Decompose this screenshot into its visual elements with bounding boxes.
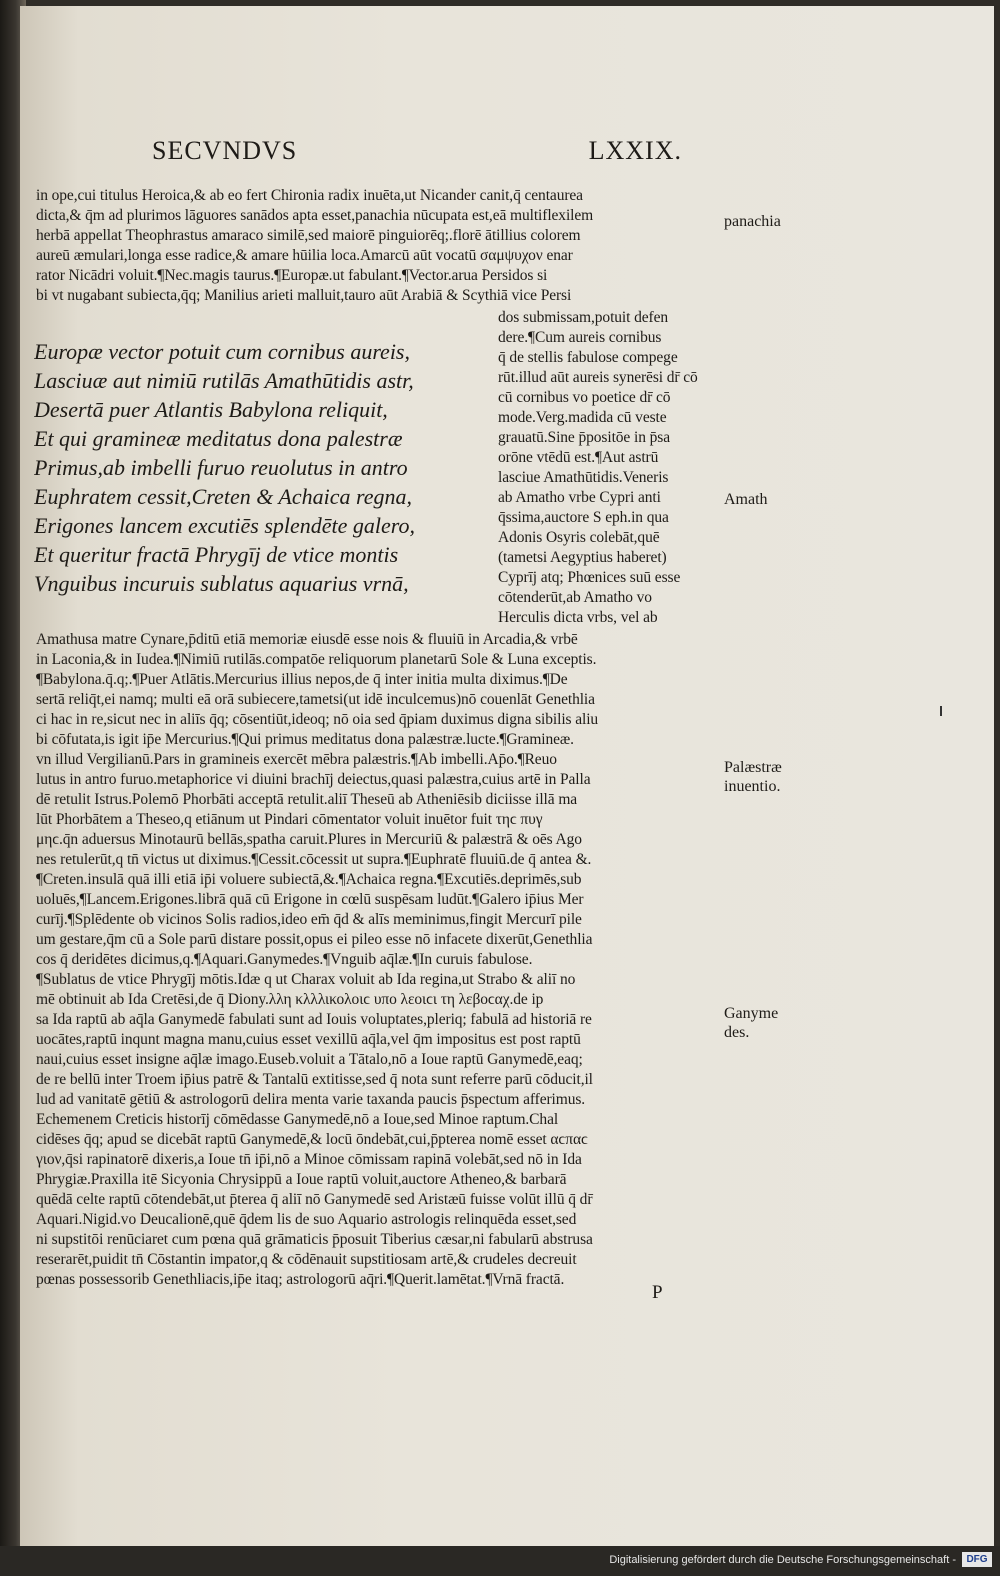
text-line: bi cōfutata,is igit ip̄e Mercurius.¶Qui primus meditatus dona palæstræ.lucte.¶Gramineæ.	[36, 731, 574, 748]
text-line: cos q̄ deridētes dicimus,q.¶Aquari.Ganymedes.¶Vnguib aq̄læ.¶In curuis fabulose.	[36, 951, 533, 968]
text-line: Aquari.Nigid.vo Deucalionē,quē q̄dem lis de suo Aquario astrologis relinquēda esset,sed	[36, 1211, 577, 1228]
text-line: sertā reliq̄t,ei namq; multi eā orā subiecere,tametsi(ut idē inculcemus)nō couenlāt Genethlia	[36, 691, 595, 708]
column-line: ab Amatho vrbe Cypri anti	[498, 489, 661, 506]
text-line: reserarēt,puidit tn̄ Cōstantin impator,q & cōdēnauit supstitiosam artē,& crudeles decreuit	[36, 1251, 577, 1268]
text-line: μηϲ.q̄n aduersus Minotaurū bellās,spatha caruit.Plures in Mercuriū & palæstrā & oēs Ago	[36, 831, 582, 848]
text-line: pœnas possessorib Genethliacis,ip̄e itaq; astrologorū aq̄ri.¶Querit.lamētat.¶Vrnā fractā.	[36, 1271, 565, 1288]
verse-line: Euphratem cessit,Creten & Achaica regna,	[34, 484, 413, 509]
text-line: naui,cuius esset insigne aq̄læ imago.Euseb.voluit a Tātalo,nō a Ioue raptū Ganymedē,eaq;	[36, 1051, 583, 1068]
margin-note-ganymedes	[724, 1004, 814, 1042]
text-line: herbā appellat Theophrastus amaraco similē,sed maiorē pinguiorēq;.florē ātillius colorem	[36, 227, 581, 244]
running-head-left: SECVNDVS	[152, 136, 298, 165]
margin-note-text: inuentio.	[724, 778, 781, 795]
text-line: mē obtinuit ab Ida Cretēsi,de q̄ Diony.λλη κλλλικολοιϲ υπο λεοιϲι τη λεβοϲαχ.de ip	[36, 991, 544, 1008]
margin-note-text: Ganyme	[724, 1005, 779, 1022]
text-line: vn illud Vergilianū.Pars in gramineis exercēt mēbra palæstris.¶Ab imbelli.Ap̄o.¶Reuo	[36, 751, 557, 768]
text-line: ¶Creten.insulā quā illi etiā ip̄i voluere subiectā,&.¶Achaica regna.¶Excutiēs.deprimēs,sub	[36, 871, 582, 888]
verse-line: Erigones lancem excutiēs splendēte galero,	[34, 513, 416, 538]
text-line: cidēses q̄q; apud se dicebāt raptū Ganymedē,& locū ōndebāt,cui,p̄pterea nomē esset αϲπαϲ	[36, 1131, 588, 1148]
dfg-logo-icon[interactable]: DFG	[962, 1552, 992, 1567]
verse-line: Vnguibus incuruis sublatus aquarius vrnā,	[34, 571, 409, 596]
text-line: ¶Babylona.q̄.q;.¶Puer Atlātis.Mercurius illius nepos,de q̄ inter initia multa diximus.¶De	[36, 671, 568, 688]
text-line: de re bellū inter Troem ip̄ius patrē & Tantalū extitisse,sed q̄ nota sunt referre parū cōducit,il	[36, 1071, 593, 1088]
column-line: Herculis dicta vrbs, vel ab	[498, 609, 658, 626]
text-line: quēdā celte raptū cōtendebāt,ut p̄terea q̄ aliī nō Ganymedē sed Aristæū fuisse volūt illū q̄ dr̄	[36, 1191, 593, 1208]
text-line: um gestare,q̄m cū a Sole parū distare possit,opus ei pileo esse nō infacete dixerūt,Genethlia	[36, 931, 593, 948]
column-line: cū cornibus vo poetice dr̄ cō	[498, 389, 671, 406]
verse-line: Primus,ab imbelli furuo reuolutus in antro	[34, 455, 408, 480]
text-line: nes retulerūt,q tn̄ victus ut diximus.¶Cessit.cōcessit ut supra.¶Euphratē fluuiū.de q̄ antea &.	[36, 851, 592, 868]
column-line: (tametsi Aegyptius haberet)	[498, 549, 667, 566]
viewer-footer	[0, 1546, 1000, 1576]
text-line: ni supstitōi renūciaret cum pœna quā grāmaticis p̄posuit Tiberius cæsar,ni fabularū abstrusa	[36, 1231, 593, 1248]
column-line: lasciue Amathūtidis.Veneris	[498, 469, 669, 486]
ink-speck	[940, 706, 942, 716]
text-line: dē retulit Istrus.Polemō Phorbāti acceptā retulit.aliī Theseū ab Atheniēsib diciisse illā ma	[36, 791, 578, 808]
running-head	[152, 136, 682, 166]
column-line: mode.Verg.madida cū veste	[498, 409, 667, 426]
text-line: Amathusa matre Cynare,p̄ditū etiā memoriæ eiusdē esse nois & fluuiū in Arcadia,& vrbē	[36, 631, 578, 648]
margin-note-text: Palæstræ	[724, 759, 782, 776]
column-line: Adonis Osyris colebāt,quē	[498, 529, 660, 546]
text-line: bi vt nugabant subiecta,q̄q; Manilius arieti malluit,tauro aūt Arabiā & Scythiā vice Persi	[36, 287, 572, 304]
column-line: cōtenderūt,ab Amatho vo	[498, 589, 652, 606]
margin-note-text: des.	[724, 1024, 750, 1041]
signature-mark: P	[652, 1282, 663, 1303]
column-line: dere.¶Cum aureis cornibus	[498, 329, 662, 346]
verse-line: Et qui gramineæ meditatus dona palestræ	[34, 426, 403, 451]
column-line: rūt.illud aūt aureis synerēsi dr̄ cō	[498, 369, 698, 386]
text-line: uocātes,raptū inqunt magna manu,cuius esset vexillū aq̄la,vel q̄m impositus est post raptū	[36, 1031, 581, 1048]
column-line: orōne vtēdū est.¶Aut astrū	[498, 449, 659, 466]
column-line: grauatū.Sine p̄positōe in p̄sa	[498, 429, 670, 446]
folio-number: LXXIX.	[588, 136, 682, 165]
verse-line: Desertā puer Atlantis Babylona reliquit,	[34, 397, 388, 422]
text-line: Phrygiæ.Praxilla itē Sicyonia Chrysippū a Ioue raptū voluit,auctore Atheneo,& barbarā	[36, 1171, 567, 1188]
text-line: sa Ida raptū ab aq̄la Ganymedē fabulati sunt ad Iouis voluptates,pleriq; fabulā ad historiā re	[36, 1011, 592, 1028]
margin-note-amath	[724, 490, 814, 509]
text-line: Echemenem Creticis historīj cōmēdasse Ganymedē,nō a Ioue,sed Minoe raptum.Chal	[36, 1111, 559, 1128]
verse-line: Lasciuæ aut nimiū rutilās Amathūtidis astr,	[34, 368, 414, 393]
text-line: lud ad vanitatē gētiū & astrologorū delira menta varie taxanda paucis p̄spectum afferimus.	[36, 1091, 586, 1108]
text-line: dicta,& q̄m ad plurimos lāguores sanādos apta esset,panachia nūcupata est,eā multiflexilem	[36, 207, 594, 224]
text-line: curīj.¶Splēdente ob vicinos Solis radios,ideo em̄ q̄d & alīs meminimus,fingit Mercurī pile	[36, 911, 582, 928]
text-line: in ope,cui titulus Heroica,& ab eo fert Chironia radix inuēta,ut Nicander canit,q̄ centaurea	[36, 187, 583, 204]
margin-note-text: panachia	[724, 213, 781, 230]
funding-notice: Digitalisierung gefördert durch die Deutsche Forschungsgemeinschaft -	[609, 1554, 956, 1566]
column-line: q̄ssima,auctore S eph.in qua	[498, 509, 669, 526]
column-line: Cyprīj atq; Phœnices suū esse	[498, 569, 681, 586]
book-page	[20, 6, 994, 1546]
text-line: aureū æmulari,longa esse radice,& amare hūilia loca.Amarcū aūt vocatū σαμψυχον enar	[36, 247, 573, 264]
text-line: ci hac in re,sicut nec in aliīs q̄q; cōsentiūt,ideoq; nō oia sed q̄piam duximus digna sibilis aliu	[36, 711, 599, 728]
margin-note-panachia	[724, 212, 814, 231]
text-line: in Laconia,& in Iudea.¶Nimiū rutilās.compatōe reliquorum planetarū Sole & Luna exceptis.	[36, 651, 597, 668]
text-line: uoluēs,¶Lancem.Erigones.librā quā cū Erigone in cœlū suspēsam ludūt.¶Galero ip̄ius Mer	[36, 891, 584, 908]
verse-line: Et queritur fractā Phrygīj de vtice montis	[34, 542, 399, 567]
text-line: ¶Sublatus de vtice Phrygīj mōtis.Idæ q ut Charax voluit ab Ida regina,ut Strabo & aliī no	[36, 971, 576, 988]
text-line: γιον,q̄si rapinatorē dixeris,a Ioue tn̄ ip̄i,nō a Minoe cōmissam rapinā volebāt,sed nō in Ida	[36, 1151, 582, 1168]
text-line: lutus in antro furuo.metaphorice vi diuini brachīj deiectus,quasi palæstra,cuius artē in Palla	[36, 771, 591, 788]
column-line: q̄ de stellis fabulose compege	[498, 349, 678, 366]
margin-note-palaestrae	[724, 758, 814, 796]
margin-note-text: Amath	[724, 491, 768, 508]
text-line: lūt Phorbātem a Theseo,q etiānum ut Pindari cōmentator voluit inuētor fuit τηϲ πυγ	[36, 811, 543, 828]
text-line: rator Nicādri voluit.¶Nec.magis taurus.¶Europæ.ut fabulant.¶Vector.arua Persidos si	[36, 267, 548, 284]
column-line: dos submissam,potuit defen	[498, 309, 669, 326]
verse-line: Europæ vector potuit cum cornibus aureis,	[34, 339, 410, 364]
